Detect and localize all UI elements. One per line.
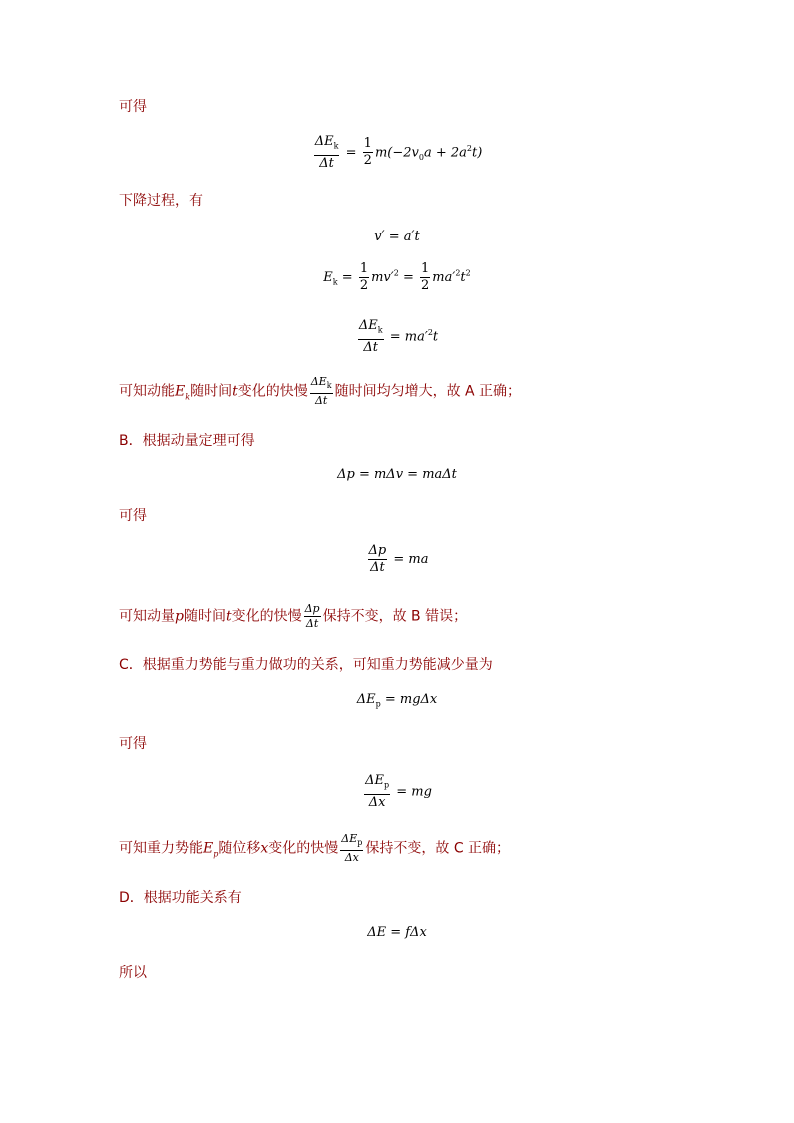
eq5-text: Δp = mΔv = maΔt (337, 467, 457, 482)
text-line-1 (119, 96, 147, 116)
eq1-half-num: 1 (363, 136, 372, 152)
text-suoyi: 所以 (119, 965, 147, 981)
fraction-dek-dt-2 (358, 318, 384, 356)
inline-fraction-dp-dt: $\frac{\Delta p}{\Delta t}$ (304, 602, 320, 630)
eq3-equals-2: = (402, 270, 414, 285)
text-l9a: 可知重力势能 (119, 840, 203, 857)
var-t: t (232, 383, 238, 400)
text-l9d: 保持不变，故 C 正确； (365, 840, 511, 857)
text-kede-3: 可得 (119, 736, 147, 752)
text-kede-2: 可得 (119, 508, 147, 524)
text-line-6 (119, 602, 467, 631)
eq8-rhs: = mg (396, 784, 432, 800)
eq3-end2: t (460, 270, 466, 285)
text-line-5 (119, 505, 147, 525)
fraction-dep-dx (364, 773, 390, 811)
text-l6c: 变化的快慢 (231, 608, 302, 625)
eq3-end: ma′ (432, 270, 456, 285)
var-ep-sub: p (213, 849, 219, 859)
eq8-denominator: Δx (368, 794, 386, 810)
eq1-rest3: t) (471, 145, 483, 161)
text-l3d: 随时间均匀增大，故 A 正确； (334, 383, 522, 400)
fraction-dp-dt (368, 543, 388, 576)
eq4-rhs2: t (432, 329, 439, 345)
eq3-mid-sup: 2 (393, 268, 399, 278)
eq1-numerator-sub: k (333, 141, 339, 151)
eq7-lhs-sub: p (375, 699, 381, 709)
eq4-numerator: ΔE (358, 318, 378, 333)
eq6-denominator: Δt (370, 560, 385, 575)
eq7-lhs: ΔE (356, 692, 376, 707)
eq3-mid: mv′ (371, 270, 394, 285)
equation-8 (0, 773, 794, 811)
equation-3 (0, 261, 794, 294)
inline-fraction-dep-dx: $\frac{\Delta E_p}{\Delta x}$ (341, 832, 363, 865)
text-line-10 (119, 887, 242, 907)
text-option-d: D．根据功能关系有 (119, 890, 242, 906)
eq1-equals: = (345, 145, 357, 161)
eq3-end2-sup: 2 (465, 268, 471, 278)
equation-6 (0, 543, 794, 576)
eq1-rest2: a + 2a (423, 145, 467, 161)
text-line-4 (119, 430, 255, 450)
var-p: p (175, 608, 184, 625)
eq3-end-sup: 2 (455, 268, 461, 278)
eq8-numerator-sub: p (383, 780, 390, 790)
eq2-text: v′ = a′t (374, 229, 420, 244)
eq1-rest: m(−2v (374, 145, 419, 161)
eq4-numerator-sub: k (377, 325, 383, 335)
eq1-rest-sup: 2 (466, 143, 472, 153)
equation-1 (0, 134, 794, 172)
text-kede-1: 可得 (119, 99, 147, 115)
eq3-lhs: E (323, 270, 333, 285)
equation-9 (0, 925, 794, 940)
fraction-dek-dt (314, 134, 340, 172)
text-line-8 (119, 733, 147, 753)
text-l6b: 随时间 (183, 608, 226, 625)
eq9-text: ΔE = fΔx (367, 925, 427, 940)
text-l6a: 可知动量 (119, 608, 175, 625)
text-descent: 下降过程，有 (119, 193, 203, 209)
text-l9c: 变化的快慢 (268, 840, 339, 857)
eq4-rhs-sup: 2 (427, 327, 433, 337)
text-l6d: 保持不变，故 B 错误； (322, 608, 468, 625)
text-l9b: 随位移 (218, 840, 261, 857)
var-x: x (260, 840, 269, 857)
eq4-rhs: = ma′ (389, 329, 428, 345)
text-line-7 (119, 654, 493, 674)
eq3-equals: = (341, 270, 353, 285)
text-line-9 (119, 832, 510, 865)
var-ek: E (175, 383, 186, 400)
eq8-numerator: ΔE (365, 773, 384, 788)
text-line-11 (119, 962, 147, 982)
text-option-c: C．根据重力势能与重力做功的关系，可知重力势能减少量为 (119, 657, 493, 673)
text-line-3 (119, 375, 521, 408)
eq1-half-den: 2 (363, 153, 372, 169)
text-option-b: B．根据动量定理可得 (119, 433, 255, 449)
equation-5 (0, 467, 794, 482)
equation-2 (0, 229, 794, 244)
var-ek-sub: k (185, 392, 191, 402)
eq1-denominator: Δt (319, 155, 334, 171)
inline-fraction-dek-dt: $\frac{\Delta E_k}{\Delta t}$ (310, 375, 332, 408)
text-l3b: 随时间 (190, 383, 233, 400)
eq1-rest-sub: 0 (418, 152, 424, 162)
text-l3a: 可知动能 (119, 383, 175, 400)
eq3-half-2: $\frac{1}{2}$ (421, 261, 430, 293)
text-line-2 (119, 190, 203, 210)
text-l3c: 变化的快慢 (237, 383, 308, 400)
equation-4 (0, 318, 794, 356)
eq6-rhs: = ma (393, 552, 429, 567)
fraction-half (363, 136, 373, 169)
var-ep: E (203, 840, 214, 857)
eq6-numerator: Δp (368, 543, 387, 558)
eq3-lhs-sub: k (332, 277, 338, 287)
eq7-rhs: = mgΔx (384, 692, 438, 707)
eq4-denominator: Δt (363, 339, 379, 355)
var-t-2: t (225, 608, 232, 625)
eq1-numerator: ΔE (314, 134, 334, 149)
equation-7 (0, 692, 794, 709)
eq3-half-1: $\frac{1}{2}$ (359, 261, 369, 293)
